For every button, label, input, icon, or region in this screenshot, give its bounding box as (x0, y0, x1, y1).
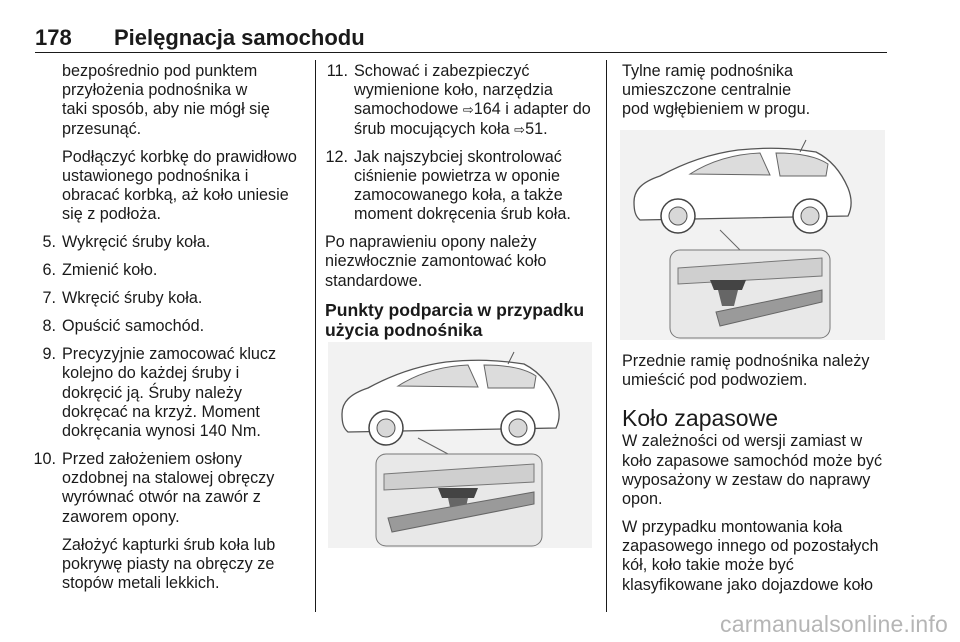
list-item-10 (14, 450, 277, 527)
spare-wheel-paragraph-2: W przypadku montowania koła zapasowego innego od pozostałych kół, koło takie może być klasyfikowane jako dojazdowe koło (622, 518, 879, 594)
jacking-points-heading: Punkty podparcia w przypadku użycia podnośnika (325, 299, 585, 340)
step-number: 5. (42, 233, 56, 252)
xref-arrow-icon[interactable]: ⇨ (462, 102, 474, 118)
step-text: Wykręcić śruby koła. (62, 233, 211, 252)
step-number: 6. (42, 261, 56, 280)
xref-page[interactable]: 51 (525, 119, 544, 138)
step-number: 12. (325, 147, 348, 166)
step-number: 9. (42, 345, 56, 364)
list-item-8 (14, 317, 304, 336)
jack-detail-inset (670, 250, 830, 338)
front-jacking-illustration (620, 130, 885, 340)
page-number: 178 (35, 25, 72, 50)
column-divider-2 (606, 60, 607, 612)
step-text: Opuścić samochód. (62, 317, 205, 336)
step-text: . (543, 119, 548, 138)
step-text: Jak najszybciej skontrolować ciśnienie powietrza w oponie zamocowanego koła, a także moment dokręcenia śrub koła. (354, 147, 571, 224)
xref-arrow-icon[interactable]: ⇨ (514, 121, 526, 137)
step-text: Wkręcić śruby koła. (62, 289, 203, 308)
list-item-5 (14, 233, 304, 252)
spare-wheel-paragraph-1: W zależności od wersji zamiast w koło zapasowe samochód może być wyposażony w zestaw do naprawy opon. (622, 432, 883, 509)
crank-paragraph: Podłączyć korbkę do prawidłowo ustawionego podnośnika i obracać korbką, aż koło uniesie się z podłoża. (62, 147, 297, 224)
watermark: carmanualsonline.info (720, 611, 948, 637)
step-text: Przed założeniem osłony ozdobnej na stalowej obręczy wyrównać otwór na zawór z zaworem opony. (62, 450, 275, 526)
step-number: 11. (326, 62, 348, 80)
list-item-11 (325, 62, 600, 139)
spare-wheel-heading: Koło zapasowe (622, 405, 778, 432)
list-item-12 (325, 148, 574, 225)
column-1 (14, 62, 304, 602)
intro-paragraph: bezpośrednio pod punktem przyłożenia podnośnika w taki sposób, aby nie mógł się przesunąć. (62, 62, 270, 138)
step-text: i adapter do śrub mocujących koła (354, 100, 591, 138)
step-text: Precyzyjnie zamocować klucz kolejno do każdej śruby i dokręcić ją. Śruby należy dokręcać na krzyż. Moment dokręcania wynosi 140 Nm. (62, 345, 277, 441)
list-item-9 (14, 345, 304, 441)
rear-jacking-illustration (328, 342, 592, 548)
page-header (35, 22, 887, 53)
step-text: Schować i zabezpieczyć wymienione koło, narzędzia samochodowe (354, 62, 553, 119)
jack-detail-inset (376, 454, 542, 546)
list-item-6 (14, 261, 304, 280)
step-number: 7. (42, 289, 56, 308)
step-text: Zmienić koło. (62, 261, 158, 280)
hub-cap-note: Założyć kapturki śrub koła lub pokrywę piasty na obręczy ze stopów metali lekkich. (62, 535, 276, 593)
step-number: 8. (42, 317, 56, 336)
xref-page[interactable]: 164 (473, 100, 501, 119)
front-arm-caption: Przednie ramię podnośnika należy umieścić pod podwoziem. (622, 352, 870, 390)
list-item-7 (14, 289, 304, 308)
step-number: 10. (33, 450, 56, 469)
column-2 (325, 62, 600, 340)
column-3-lower (622, 352, 890, 604)
column-divider-1 (315, 60, 316, 612)
rear-arm-caption: Tylne ramię podnośnika umieszczone centralnie pod wgłębieniem w progu. (622, 62, 811, 119)
after-repair-paragraph: Po naprawieniu opony należy niezwłocznie zamontować koło standardowe. (325, 233, 547, 290)
page-title: Pielęgnacja samochodu (114, 25, 365, 50)
column-3 (622, 62, 890, 128)
